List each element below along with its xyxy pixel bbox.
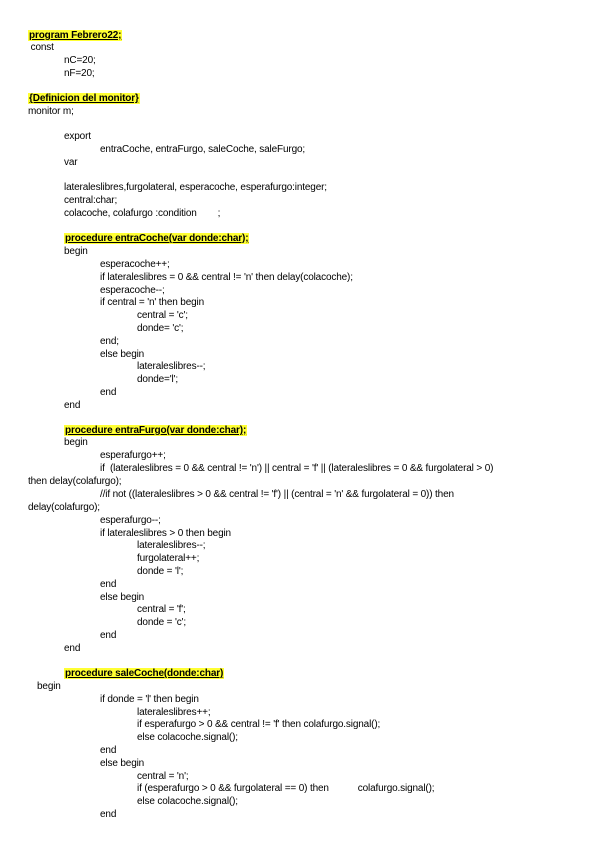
code-line: begin (64, 246, 88, 257)
code-line: if lateraleslibres = 0 && central != 'n' then delay(colacoche); (100, 272, 353, 283)
code-line: entraCoche, entraFurgo, saleCoche, saleFurgo; (100, 144, 306, 155)
code-line: donde = 'l'; (137, 566, 184, 577)
code-line: esperafurgo--; (100, 515, 161, 526)
code-line: if esperafurgo > 0 && central != 'f' then colafurgo.signal(); (137, 719, 381, 730)
code-line: esperacoche++; (100, 259, 170, 270)
code-line: central = 'f'; (137, 604, 186, 615)
code-line: var (64, 157, 78, 168)
code-line: monitor m; (28, 106, 74, 117)
code-line: end (100, 630, 117, 641)
code-line: begin (37, 681, 61, 692)
code-line: central = 'c'; (137, 310, 188, 321)
code-line: furgolateral++; (137, 553, 200, 564)
code-line: donde = 'c'; (137, 617, 187, 628)
code-line: if donde = 'l' then begin (100, 694, 199, 705)
code-line: end (100, 387, 117, 398)
code-line: else colacoche.signal(); (137, 796, 238, 807)
code-line: central:char; (64, 195, 118, 206)
code-line: lateraleslibres,furgolateral, esperacoche, esperafurgo:integer; (64, 182, 327, 193)
code-line: esperafurgo++; (100, 450, 166, 461)
code-line: nC=20; (64, 55, 96, 66)
code-line: end (64, 643, 81, 654)
code-line: else colacoche.signal(); (137, 732, 238, 743)
procedure-heading: procedure saleCoche(donde:char) (65, 668, 224, 679)
code-line: const (28, 42, 54, 53)
code-line: lateraleslibres--; (137, 361, 206, 372)
code-line: lateraleslibres++; (137, 707, 211, 718)
code-line: esperacoche--; (100, 285, 165, 296)
code-line: lateraleslibres--; (137, 540, 206, 551)
code-line: else begin (100, 758, 145, 769)
code-line: else begin (100, 349, 145, 360)
code-line: if (esperafurgo > 0 && furgolateral == 0) then colafurgo.signal(); (137, 783, 435, 794)
code-line: end (100, 579, 117, 590)
code-line: if (lateraleslibres = 0 && central != 'n') || central = 'f' || (lateraleslibres = 0 && furgolateral > 0) (100, 463, 494, 474)
code-line: end (100, 745, 117, 756)
code-line: then delay(colafurgo); (28, 476, 122, 487)
code-line: begin (64, 437, 88, 448)
code-line: donde= 'c'; (137, 323, 184, 334)
code-line: colacoche, colafurgo :condition ; (64, 208, 221, 219)
code-line: end; (100, 336, 119, 347)
procedure-heading: procedure entraCoche(var donde:char); (65, 233, 249, 244)
monitor-comment-heading: {Definicion del monitor} (29, 93, 139, 104)
code-line: if central = 'n' then begin (100, 297, 205, 308)
code-line: nF=20; (64, 68, 95, 79)
code-line: //if not ((lateraleslibres > 0 && central != 'f') || (central = 'n' && furgolateral = 0)) then (100, 489, 454, 500)
code-line: else begin (100, 592, 145, 603)
code-line: delay(colafurgo); (28, 502, 100, 513)
code-line: if lateraleslibres > 0 then begin (100, 528, 231, 539)
program-heading: program Febrero22; (29, 30, 122, 41)
code-line: end (64, 400, 81, 411)
procedure-heading: procedure entraFurgo(var donde:char); (65, 425, 247, 436)
code-line: central = 'n'; (137, 771, 189, 782)
code-line: end (100, 809, 117, 820)
code-line: donde='l'; (137, 374, 178, 385)
code-line: export (64, 131, 91, 142)
